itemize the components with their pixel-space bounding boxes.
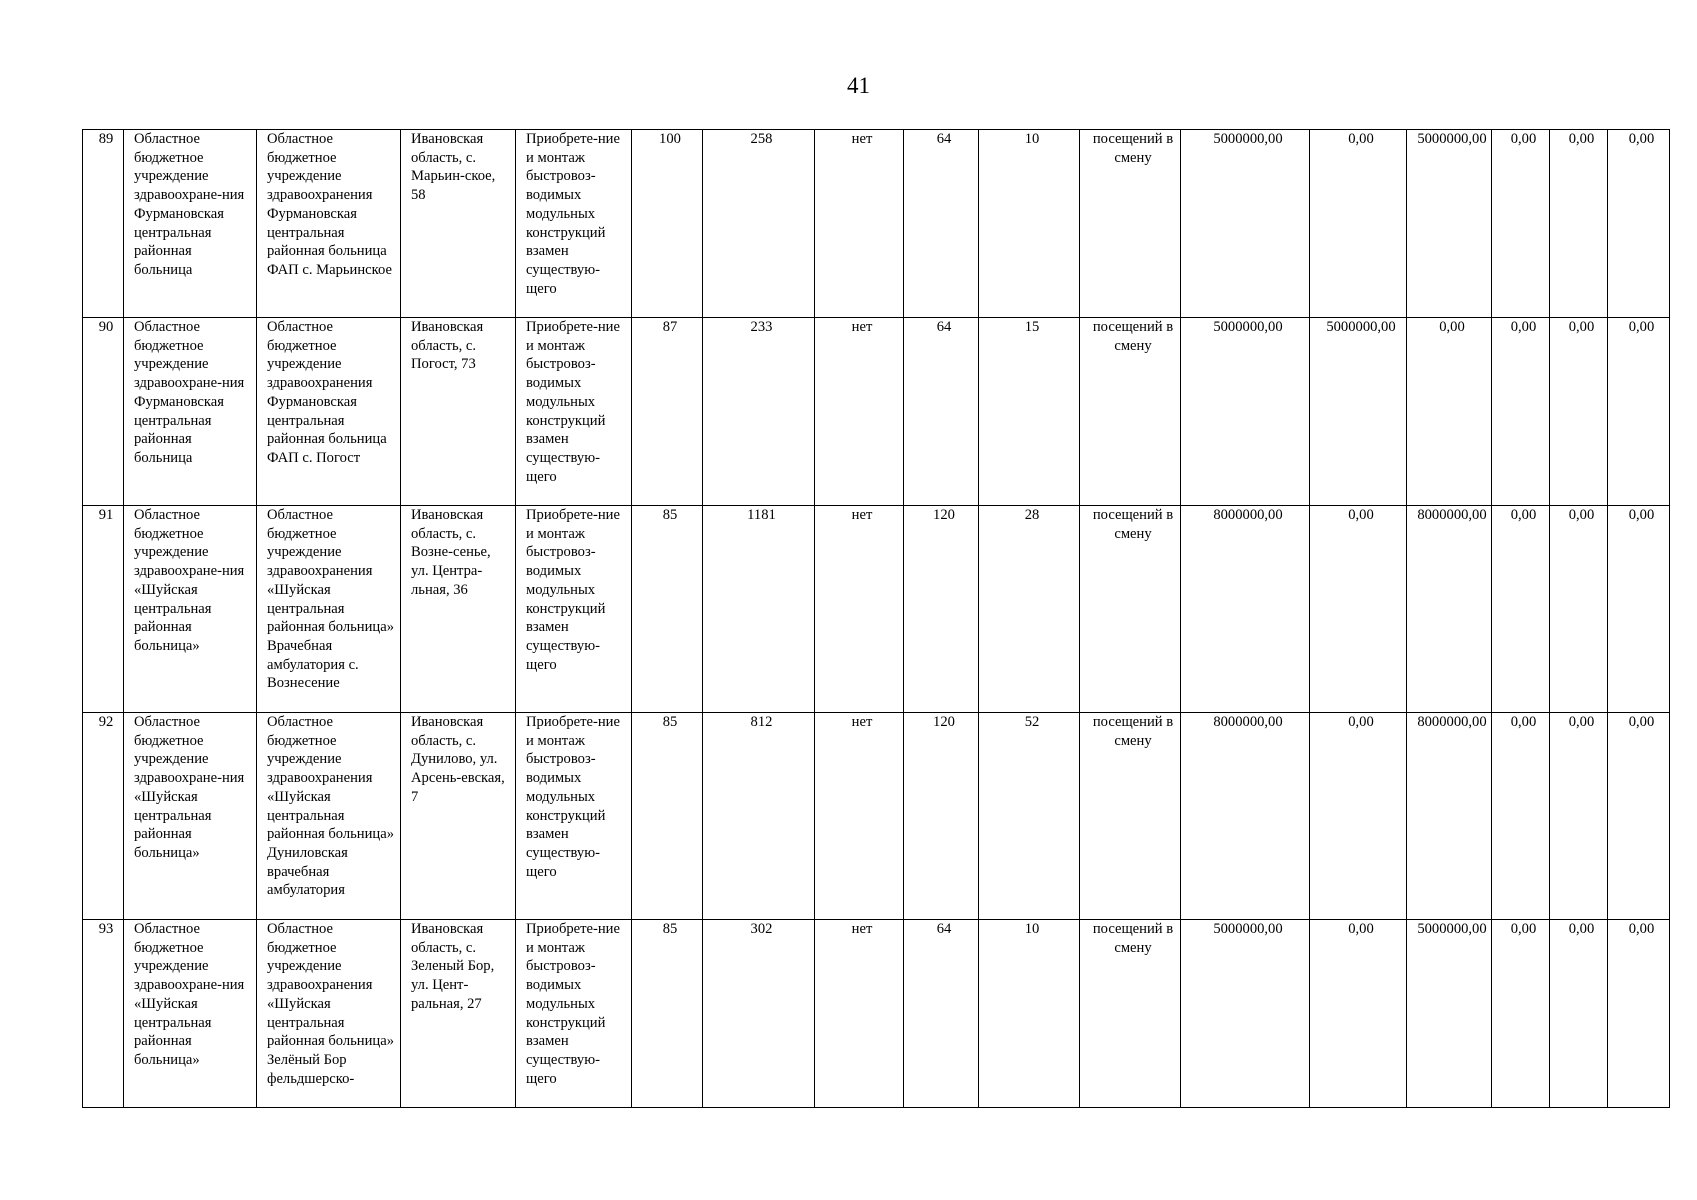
- facility-name: Областное бюджетное учреждение здравоохранения «Шуйская центральная районная больница» Врачебная амбулатория с. Вознесение: [257, 506, 401, 713]
- year4-cost: 0,00: [1550, 713, 1608, 920]
- year3-cost: 0,00: [1492, 130, 1550, 318]
- total-cost: 8000000,00: [1181, 713, 1310, 920]
- year2-cost: 5000000,00: [1407, 920, 1492, 1108]
- facility-address: Ивановская область, с. Марьин-ское, 58: [401, 130, 516, 318]
- cell-col9: 120: [904, 713, 979, 920]
- capacity-unit: посещений в смену: [1080, 318, 1181, 506]
- institution-name: Областное бюджетное учреждение здравоохране-ния «Шуйская центральная районная больница»: [124, 920, 257, 1108]
- work-type: Приобрете-ние и монтаж быстровоз-водимых модульных конструкций взамен существую-щего: [516, 920, 632, 1108]
- row-number: 93: [83, 920, 124, 1108]
- total-cost: 8000000,00: [1181, 506, 1310, 713]
- cell-col8: нет: [815, 920, 904, 1108]
- year3-cost: 0,00: [1492, 506, 1550, 713]
- year2-cost: 5000000,00: [1407, 130, 1492, 318]
- cell-col10: 52: [979, 713, 1080, 920]
- facility-address: Ивановская область, с. Возне-сенье, ул. Центра-льная, 36: [401, 506, 516, 713]
- institution-name: Областное бюджетное учреждение здравоохране-ния «Шуйская центральная районная больница»: [124, 713, 257, 920]
- institution-name: Областное бюджетное учреждение здравоохране-ния «Шуйская центральная районная больница»: [124, 506, 257, 713]
- year1-cost: 0,00: [1310, 713, 1407, 920]
- year5-cost: 0,00: [1608, 920, 1670, 1108]
- year3-cost: 0,00: [1492, 920, 1550, 1108]
- capacity-unit: посещений в смену: [1080, 130, 1181, 318]
- year3-cost: 0,00: [1492, 713, 1550, 920]
- cell-col9: 64: [904, 318, 979, 506]
- table-row: [83, 713, 1670, 920]
- row-number: 91: [83, 506, 124, 713]
- year2-cost: 8000000,00: [1407, 713, 1492, 920]
- cell-col8: нет: [815, 713, 904, 920]
- year5-cost: 0,00: [1608, 713, 1670, 920]
- table-row: [83, 506, 1670, 713]
- year1-cost: 0,00: [1310, 920, 1407, 1108]
- table-row: [83, 130, 1670, 318]
- cell-col6: 85: [632, 713, 703, 920]
- cell-col7: 812: [703, 713, 815, 920]
- cell-col8: нет: [815, 318, 904, 506]
- cell-col6: 85: [632, 506, 703, 713]
- cell-col10: 10: [979, 920, 1080, 1108]
- facility-address: Ивановская область, с. Погост, 73: [401, 318, 516, 506]
- year4-cost: 0,00: [1550, 920, 1608, 1108]
- year5-cost: 0,00: [1608, 506, 1670, 713]
- cell-col7: 1181: [703, 506, 815, 713]
- work-type: Приобрете-ние и монтаж быстровоз-водимых модульных конструкций взамен существую-щего: [516, 130, 632, 318]
- facility-name: Областное бюджетное учреждение здравоохранения «Шуйская центральная районная больница» Зелёный Бор фельдшерско-: [257, 920, 401, 1108]
- row-number: 89: [83, 130, 124, 318]
- cell-col7: 302: [703, 920, 815, 1108]
- cell-col6: 100: [632, 130, 703, 318]
- cell-col8: нет: [815, 506, 904, 713]
- cell-col8: нет: [815, 130, 904, 318]
- cell-col6: 85: [632, 920, 703, 1108]
- total-cost: 5000000,00: [1181, 318, 1310, 506]
- total-cost: 5000000,00: [1181, 130, 1310, 318]
- work-type: Приобрете-ние и монтаж быстровоз-водимых модульных конструкций взамен существую-щего: [516, 713, 632, 920]
- institution-name: Областное бюджетное учреждение здравоохране-ния Фурмановская центральная районная больница: [124, 130, 257, 318]
- row-number: 92: [83, 713, 124, 920]
- year1-cost: 0,00: [1310, 506, 1407, 713]
- cell-col7: 233: [703, 318, 815, 506]
- year5-cost: 0,00: [1608, 318, 1670, 506]
- work-type: Приобрете-ние и монтаж быстровоз-водимых модульных конструкций взамен существую-щего: [516, 506, 632, 713]
- cell-col10: 28: [979, 506, 1080, 713]
- row-number: 90: [83, 318, 124, 506]
- table-row: [83, 318, 1670, 506]
- institution-name: Областное бюджетное учреждение здравоохране-ния Фурмановская центральная районная больница: [124, 318, 257, 506]
- capacity-unit: посещений в смену: [1080, 506, 1181, 713]
- total-cost: 5000000,00: [1181, 920, 1310, 1108]
- year2-cost: 0,00: [1407, 318, 1492, 506]
- facility-address: Ивановская область, с. Дунилово, ул. Арсень-евская, 7: [401, 713, 516, 920]
- facility-name: Областное бюджетное учреждение здравоохранения «Шуйская центральная районная больница» Дуниловская врачебная амбулатория: [257, 713, 401, 920]
- year3-cost: 0,00: [1492, 318, 1550, 506]
- year4-cost: 0,00: [1550, 318, 1608, 506]
- cell-col9: 64: [904, 920, 979, 1108]
- cell-col9: 64: [904, 130, 979, 318]
- year4-cost: 0,00: [1550, 506, 1608, 713]
- page-number: 41: [847, 73, 870, 98]
- cell-col7: 258: [703, 130, 815, 318]
- cell-col10: 10: [979, 130, 1080, 318]
- cell-col9: 120: [904, 506, 979, 713]
- facilities-table: [82, 129, 1670, 1108]
- cell-col10: 15: [979, 318, 1080, 506]
- capacity-unit: посещений в смену: [1080, 713, 1181, 920]
- work-type: Приобрете-ние и монтаж быстровоз-водимых модульных конструкций взамен существую-щего: [516, 318, 632, 506]
- year2-cost: 8000000,00: [1407, 506, 1492, 713]
- year5-cost: 0,00: [1608, 130, 1670, 318]
- table-row: [83, 920, 1670, 1108]
- facility-name: Областное бюджетное учреждение здравоохранения Фурмановская центральная районная больница ФАП с. Погост: [257, 318, 401, 506]
- capacity-unit: посещений в смену: [1080, 920, 1181, 1108]
- year1-cost: 0,00: [1310, 130, 1407, 318]
- cell-col6: 87: [632, 318, 703, 506]
- year1-cost: 5000000,00: [1310, 318, 1407, 506]
- facility-address: Ивановская область, с. Зеленый Бор, ул. Цент-ральная, 27: [401, 920, 516, 1108]
- year4-cost: 0,00: [1550, 130, 1608, 318]
- facility-name: Областное бюджетное учреждение здравоохранения Фурмановская центральная районная больница ФАП с. Марьинское: [257, 130, 401, 318]
